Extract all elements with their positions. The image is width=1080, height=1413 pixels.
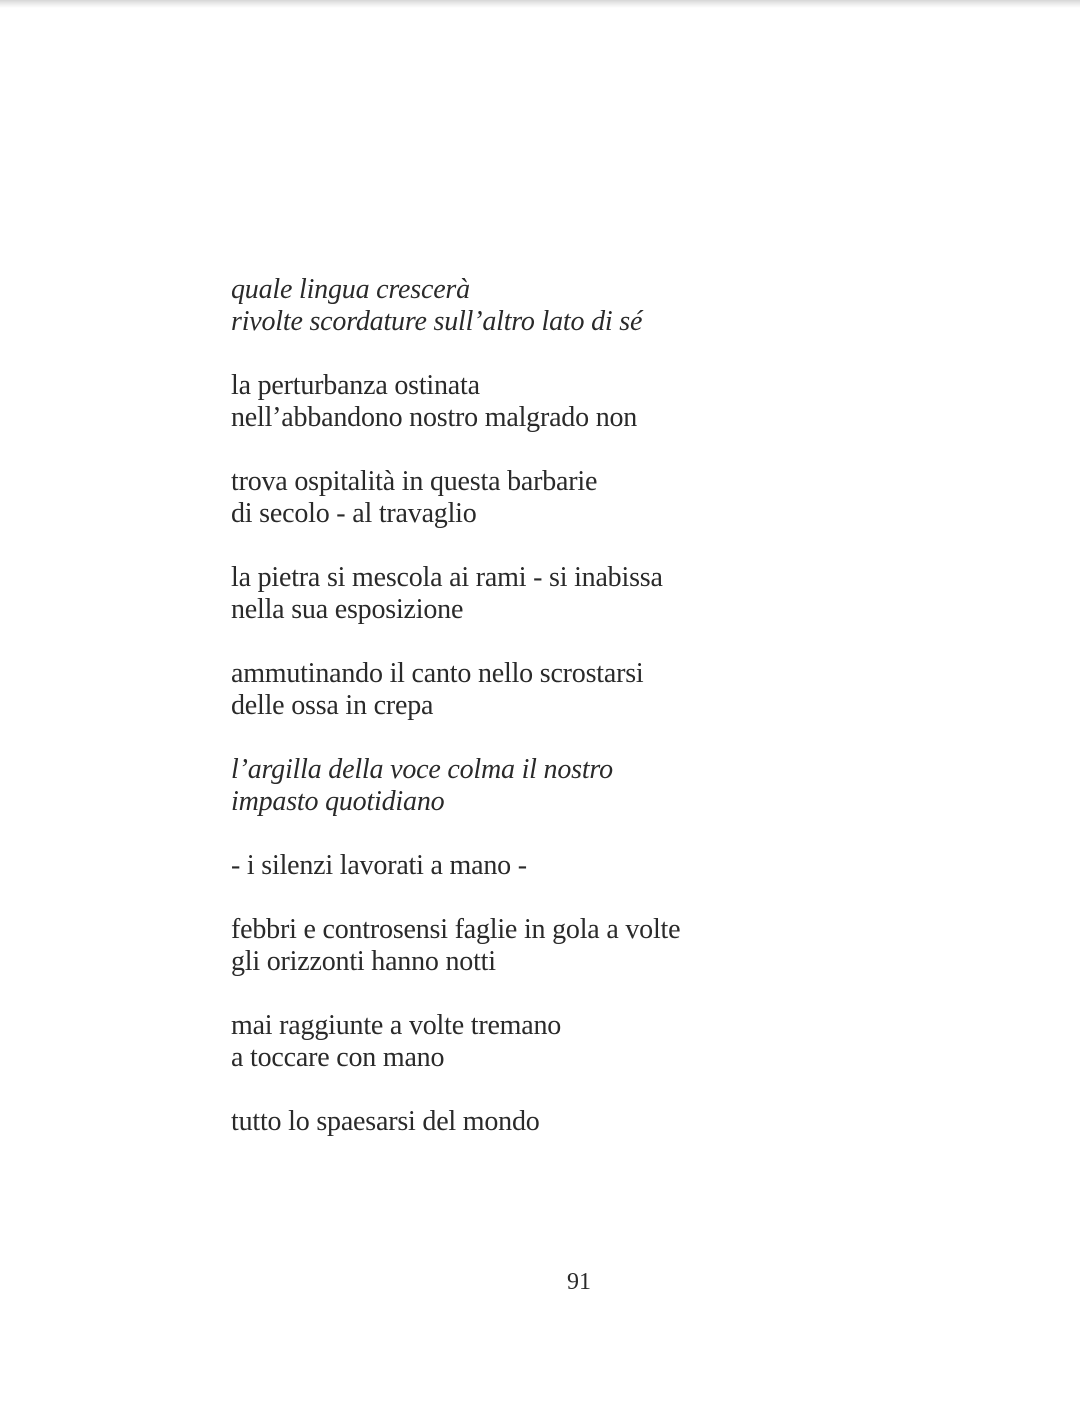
- poem-line: ammutinando il canto nello scrostarsi: [231, 658, 644, 689]
- poem-line: impasto quotidiano: [231, 786, 445, 817]
- poem-line: a toccare con mano: [231, 1042, 445, 1073]
- page-number: 91: [567, 1269, 591, 1295]
- poem-line: nell’abbandono nostro malgrado non: [231, 402, 638, 433]
- stanza: [231, 1106, 851, 1138]
- poem-line: gli orizzonti hanno notti: [231, 946, 496, 977]
- stanza: [231, 562, 851, 626]
- poem-line: quale lingua crescerà: [231, 274, 470, 305]
- stanza: [231, 466, 851, 530]
- stanza: [231, 850, 851, 882]
- poem-line: tutto lo spaesarsi del mondo: [231, 1106, 540, 1137]
- poem-line: la perturbanza ostinata: [231, 370, 480, 401]
- poem-line: nella sua esposizione: [231, 594, 464, 625]
- poem-text: [231, 274, 851, 1170]
- stanza: [231, 274, 851, 338]
- poem-line: rivolte scordature sull’altro lato di sé: [231, 306, 643, 337]
- stanza: [231, 754, 851, 818]
- page-top-edge: [0, 0, 1080, 8]
- poem-line: l’argilla della voce colma il nostro: [231, 754, 613, 785]
- poem-line: di secolo - al travaglio: [231, 498, 477, 529]
- book-page: [0, 8, 1080, 1413]
- poem-line: trova ospitalità in questa barbarie: [231, 466, 598, 497]
- poem-line: - i silenzi lavorati a mano -: [231, 850, 527, 881]
- poem-line: febbri e controsensi faglie in gola a volte: [231, 914, 681, 945]
- poem-line: la pietra si mescola ai rami - si inabissa: [231, 562, 663, 593]
- poem-line: delle ossa in crepa: [231, 690, 434, 721]
- stanza: [231, 658, 851, 722]
- poem-line: mai raggiunte a volte tremano: [231, 1010, 562, 1041]
- stanza: [231, 914, 851, 978]
- stanza: [231, 370, 851, 434]
- stanza: [231, 1010, 851, 1074]
